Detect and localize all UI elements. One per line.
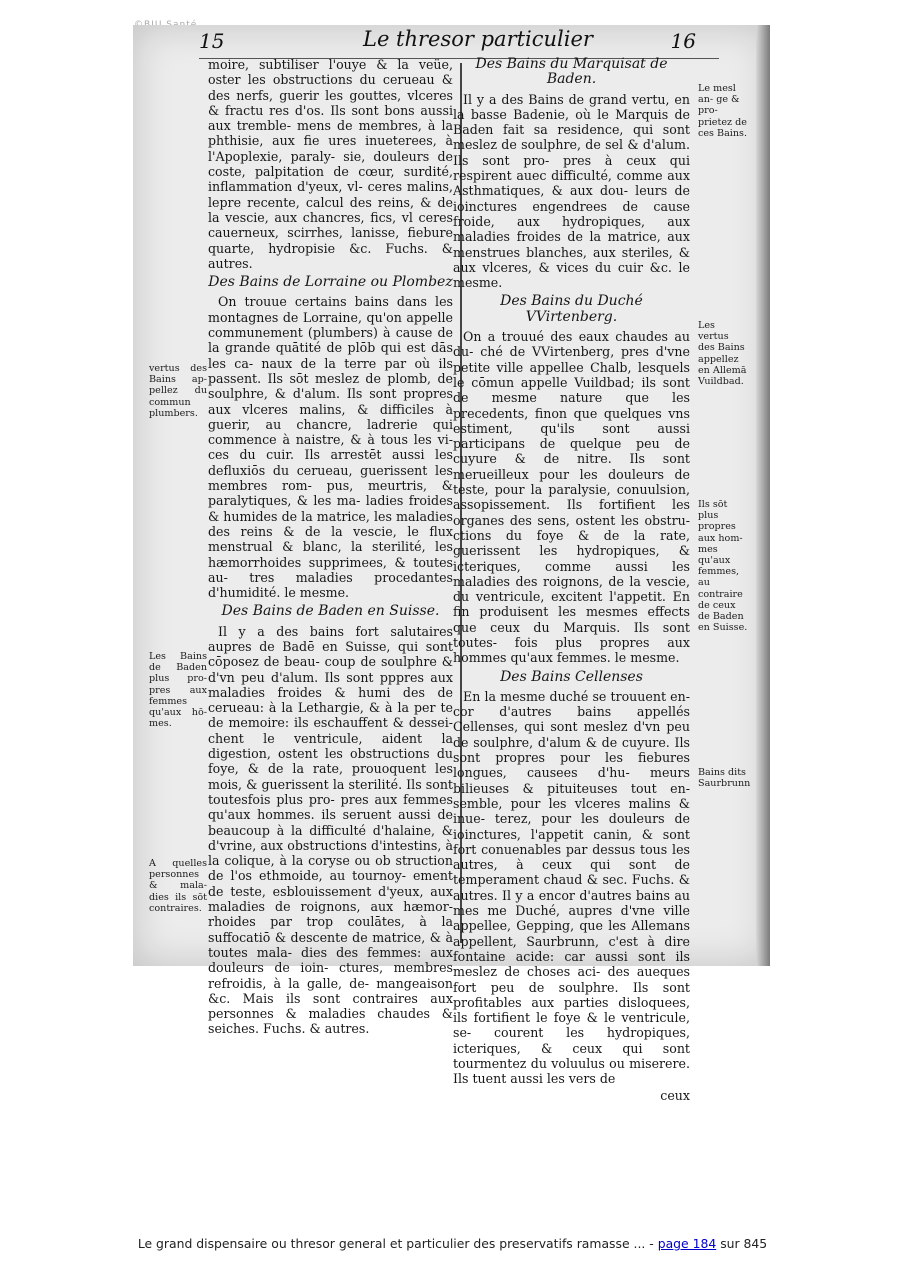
margin-note: Les vertus des Bains appellez en Allemā Vuildbad.	[698, 320, 747, 388]
section-heading: Des Bains de Baden en Suisse.	[221, 603, 440, 620]
margin-note: Bains dits Saurbrunn	[698, 767, 751, 790]
paragraph: Il y a des Bains de grand vertu, en la basse Badenie, où le Marquis de Baden fait sa residence, qui sont meslez de soulphre, de sel & d'alum. Ils sont pro- pres à ceux qui respirent auec difficulté, comme aux Asthmatiques, & aux dou- leurs de ioinctures engendrees de cause froide, aux hydropiques, aux maladies froides de la matrice, aux menstrues blanches, aux steriles, & aux vlceres, & vices du cuir &c. le mesme.	[453, 91, 690, 291]
catchword: ceux	[660, 1087, 690, 1103]
paragraph: En la mesme duché se trouuent en- cor d'autres bains appellés Cellenses, qui sont meslez d'vn peu de soulphre, d'alum & de cuyure. Ils sont propres pour les fiebures longues, causees d'hu- meurs bilieuses & pituiteuses tout en- semble, pour les vlceres malins & inue- terez, pour les douleurs de ioinctures, l'appetit canin, & sont fort conuenables par dessus tous les autres, à ceux qui sont de temperament chaud & sec. Fuchs. & autres. Il y a encor d'autres bains au mes me Duché, aupres d'vne ville appellee, Gepping, que les Allemans appellent, Saurbrunn, c'est à dire fontaine acide: car aussi sont ils meslez de choses aci- des aueques fort peu de soulphre. Ils sont profitables aux parties disloquees, ils fortifient le foye & le ventricule, se- courent les hydropiques, icteriques, & ceux qui sont tourmentez du voluulus ou miserere. Ils tuent aussi les vers de	[453, 688, 690, 1087]
scanned-page	[133, 25, 770, 1103]
page-number-left: 15	[199, 29, 225, 53]
paragraph: On a trouué des eaux chaudes au du- ché de VVirtenberg, pres d'vne petite ville appellee Chalb, lesquels le cōmun appelle Vuildbad; ils sont de mesme nature que les precedents, finon que quelques vns estiment, qu'ils sont aussi participans de quelque peu de cuyure & de nitre. Ils sont merueilleux pour les douleurs de teste, pour la paralysie, conuulsion, assopissement. Ils fortifient les organes des sens, ostent les obstru- ctions du foye & de la rate, guerissent les hydropiques, & icteriques, comme aussi les maladies des roignons, de la vescie, du ventricule, excitent l'appetit. En fin produisent les mesmes effects que ceux du Marquis. Ils sont toutes- fois plus propres aux hommes qu'aux femmes. le mesme.	[453, 329, 690, 666]
document-caption	[0, 1236, 905, 1251]
running-title: Le thresor particulier	[363, 27, 593, 51]
margin-note: Les Bains de Baden plus pro- pres aux femmes qu'aux hō- mes.	[149, 651, 207, 730]
left-column	[208, 57, 453, 1037]
caption-page-total: sur 845	[716, 1236, 768, 1251]
section-heading: Des Bains Cellenses	[500, 668, 643, 685]
section-heading: Des Bains du Marquisat de Baden.	[475, 56, 668, 88]
margin-note: Le mesl an- ge & pro- prietez de ces Bains.	[698, 83, 748, 139]
margin-note: Ils sōt plus propres aux hom- mes qu'aux femmes, au contraire de ceux de Baden en Suisse.	[698, 499, 748, 634]
paragraph: Il y a des bains fort salutaires aupres de Badē en Suisse, qui sont cōposez de beau- coup de soulphre & d'vn peu d'alum. Ils sont pppres aux maladies froides & humi des de cerueau: à la Lethargie, & à la per te de memoire: ils eschauffent & dessei- chent le ventricule, aident la digestion, ostent les obstructions du foye, & de la rate, prouoquent les mois, & guerissent la sterilité. Ils sont toutesfois plus pro- pres aux femmes qu'aux hommes. ils seruent aussi de beaucoup à la difficulté d'halaine, & d'vrine, aux obstructions d'intestins, à la colique, à la coryse ou ob struction de l'os ethmoide, au tournoy- ement de teste, esblouissement d'yeux, aux maladies de roignons, aux hæmor- rhoides par trop coulātes, à la suffocatiō & descente de matrice, & à toutes mala- dies des femmes: aux douleurs de ioin- ctures, membres refroidis, à la galle, de- mangeaison &c. Mais ils sont contraires aux personnes & maladies chaudes & seiches. Fuchs. & autres.	[208, 623, 453, 1037]
margin-note: A quelles personnes & mala- dies ils sōt contraires.	[149, 858, 207, 914]
paragraph: moire, subtiliser l'ouye & la veüe, oster les obstructions du cerueau & des nerfs, guerir les gouttes, vlceres & fractu res d'os. Ils sont bons aussi aux tremble- mens de membres, à la phthisie, aux fie ures inueterees, à l'Apoplexie, paraly- sie, douleurs de coste, palpitation de cœur, surdité, inflammation d'yeux, vl- ceres malins, lepre recente, calcul des reins, & de la vescie, aux chancres, fics, vl ceres cauerneux, scirrhes, lanisse, fiebure quarte, hydropisie &c. Fuchs. & autres.	[208, 57, 453, 271]
margin-note: vertus des Bains ap- pellez du commun plumbers.	[149, 363, 207, 419]
running-head	[133, 27, 770, 57]
paragraph: On trouue certains bains dans les montagnes de Lorraine, qu'on appelle communement (plumbers) à cause de la grande quātité de plōb qui est dās les ca- naux de la terre par où ils passent. Ils sōt meslez de plomb, de soulphre, & d'alum. Ils sont propres aux vlceres malins, & difficiles à guerir, au chancre, ladrerie qui commence à naistre, & à tous les vi- ces du cuir. Ils arrestēt aussi les defluxiōs du cerueau, guerissent les membres rom- pus, meurtris, & paralytiques, & les ma- ladies froides & humides de la matrice, les maladies des reins & de la vescie, le flux menstrual & blanc, la sterilité, les hæmorrhoides supprimees, & toutes au- tres maladies procedantes d'humidité. le mesme.	[208, 294, 453, 601]
section-heading: Des Bains de Lorraine ou Plombez	[208, 274, 453, 291]
section-heading: Des Bains du Duché VVirtenberg.	[500, 293, 643, 325]
caption-title: Le grand dispensaire ou thresor general et particulier des preservatifs ramasse ... -	[137, 1236, 658, 1251]
right-column	[453, 57, 690, 1103]
page-number-right: 16	[670, 29, 696, 53]
page-link[interactable]: page 184	[657, 1236, 717, 1251]
